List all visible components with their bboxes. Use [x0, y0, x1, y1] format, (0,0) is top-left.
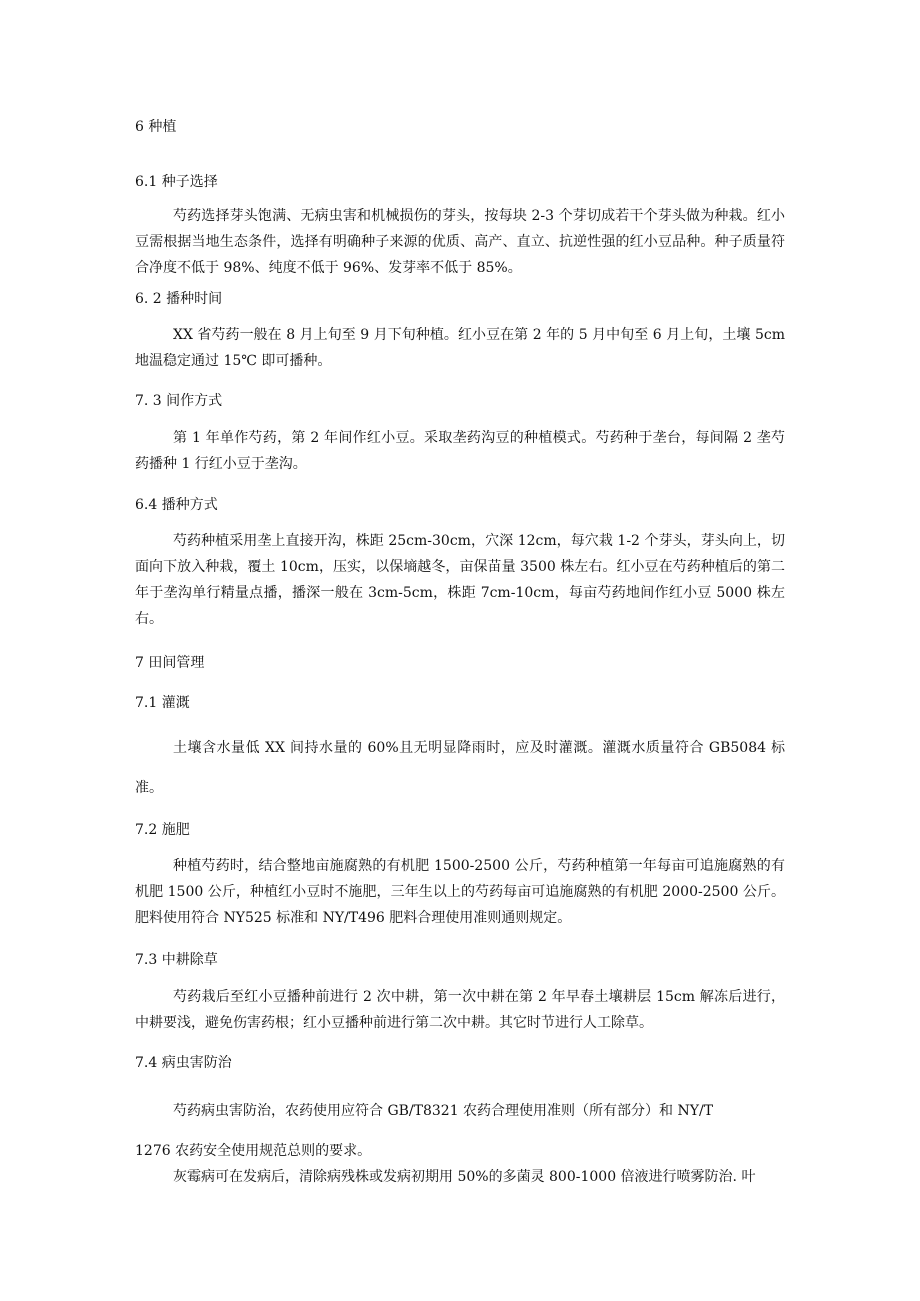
section-7-1-heading: 7.1 灌溉: [135, 695, 190, 711]
section-7-4-body-line-3: 灰霉病可在发病后，清除病残株或发病初期用 50%的多菌灵 800-1000 倍液进行喷雾防治. 叶: [173, 1169, 756, 1185]
section-7-2-heading: 7.2 施肥: [135, 822, 190, 838]
section-7-4-heading: 7.4 病虫害防治: [135, 1055, 232, 1071]
section-7-4-body-line-2: 1276 农药安全使用规范总则的要求。: [135, 1143, 372, 1159]
section-6-2-body: XX 省芍药一般在 8 月上旬至 9 月下旬种植。红小豆在第 2 年的 5 月中旬至 6 月上旬，土壤 5cm 地温稳定通过 15℃ 即可播种。: [135, 327, 785, 369]
section-7-2-body: 种植芍药时，结合整地亩施腐熟的有机肥 1500-2500 公斤，芍药种植第一年每亩可追施腐熟的有机肥 1500 公斤，种植红小豆时不施肥，三年生以上的芍药每亩可追施腐熟的有机肥 2000-2500 公斤。肥料使用符合 NY525 标准和 NY/T496 肥料合理使用准则通则规定。: [135, 858, 785, 926]
section-7-heading: 7 田间管理: [135, 655, 205, 671]
section-7-3-body: 第 1 年单作芍药，第 2 年间作红小豆。采取垄药沟豆的种植模式。芍药种于垄台，每间隔 2 垄芍药播种 1 行红小豆于垄沟。: [135, 430, 785, 472]
section-6-1-body: 芍药选择芽头饱满、无病虫害和机械损伤的芽头，按每块 2-3 个芽切成若干个芽头做为种栽。红小豆需根据当地生态条件，选择有明确种子来源的优质、高产、直立、抗逆性强的红小豆品种。种子质量符合净度不低于 98%、纯度不低于 96%、发芽率不低于 85%。: [135, 208, 785, 276]
section-7-3b-body: 芍药栽后至红小豆播种前进行 2 次中耕，第一次中耕在第 2 年早春土壤耕层 15cm 解冻后进行，中耕要浅，避免伤害药根；红小豆播种前进行第二次中耕。其它时节进行人工除草。: [135, 989, 785, 1031]
section-7-3-heading: 7. 3 间作方式: [135, 393, 223, 409]
section-7-4-body-line-1: 芍药病虫害防治，农药使用应符合 GB/T8321 农药合理使用准则（所有部分）和 NY/T: [173, 1103, 714, 1119]
section-6-2-heading: 6. 2 播种时间: [135, 291, 223, 307]
section-6-1-heading: 6.1 种子选择: [135, 174, 218, 190]
section-6-4-heading: 6.4 播种方式: [135, 497, 218, 513]
section-7-1-body: 土壤含水量低 XX 间持水量的 60%且无明显降雨时，应及时灌溉。灌溉水质量符合 GB5084 标准。: [135, 740, 785, 796]
section-6-heading: 6 种植: [135, 119, 177, 135]
section-7-3b-heading: 7.3 中耕除草: [135, 952, 218, 968]
section-6-4-body: 芍药种植采用垄上直接开沟，株距 25cm-30cm，穴深 12cm，每穴栽 1-2 个芽头，芽头向上，切面向下放入种栽，覆土 10cm，压实，以保墒越冬，亩保苗量 3500 株左右。红小豆在芍药种植后的第二年于垄沟单行精量点播，播深一般在 3cm-5cm，株距 7cm-10cm，每亩芍药地间作红小豆 5000 株左右。: [135, 533, 785, 627]
